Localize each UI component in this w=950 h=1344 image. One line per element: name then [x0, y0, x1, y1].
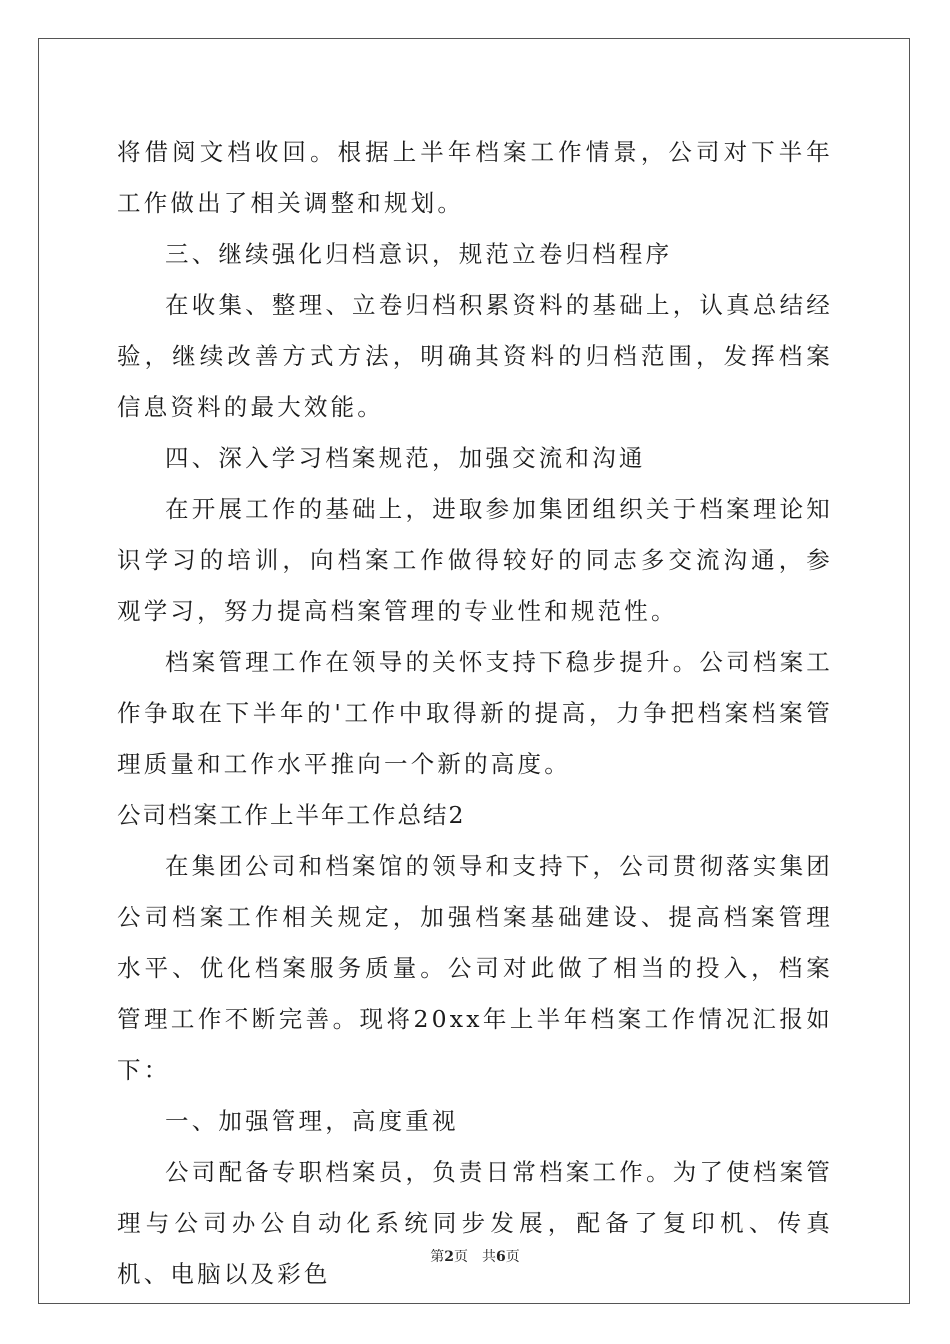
document-body — [117, 127, 833, 1300]
paragraph: 在集团公司和档案馆的领导和支持下，公司贯彻落实集团公司档案工作相关规定，加强档案基础建设、提高档案管理水平、优化档案服务质量。公司对此做了相当的投入，档案管理工作不断完善。现将20xx年上半年档案工作情况汇报如下： — [117, 852, 833, 1084]
section-heading: 三、继续强化归档意识，规范立卷归档程序 — [165, 240, 673, 268]
paragraph: 在收集、整理、立卷归档积累资料的基础上，认真总结经验，继续改善方式方法，明确其资料的归档范围，发挥档案信息资料的最大效能。 — [117, 291, 833, 421]
page-current: 2 — [444, 1249, 454, 1265]
page-prefix: 第 — [430, 1249, 445, 1265]
page-total: 6 — [496, 1249, 506, 1265]
section-heading: 四、深入学习档案规范，加强交流和沟通 — [165, 444, 646, 472]
paragraph: 将借阅文档收回。根据上半年档案工作情景，公司对下半年工作做出了相关调整和规划。 — [117, 138, 833, 217]
section-heading: 一、加强管理，高度重视 — [165, 1107, 459, 1135]
total-unit: 页 — [505, 1249, 520, 1265]
total-prefix: 共 — [482, 1249, 496, 1265]
paragraph: 档案管理工作在领导的关怀支持下稳步提升。公司档案工作争取在下半年的'工作中取得新的提高，力争把档案档案管理质量和工作水平推向一个新的高度。 — [117, 648, 833, 778]
document-title: 公司档案工作上半年工作总结2 — [117, 801, 466, 829]
paragraph: 在开展工作的基础上，进取参加集团组织关于档案理论知识学习的培训，向档案工作做得较好的同志多交流沟通，参观学习，努力提高档案管理的专业性和规范性。 — [117, 495, 833, 625]
page-footer — [0, 1247, 950, 1267]
page-unit: 页 — [454, 1249, 468, 1265]
paragraph: 公司配备专职档案员，负责日常档案工作。为了使档案管理与公司办公自动化系统同步发展，配备了复印机、传真机、电脑以及彩色 — [117, 1158, 833, 1288]
